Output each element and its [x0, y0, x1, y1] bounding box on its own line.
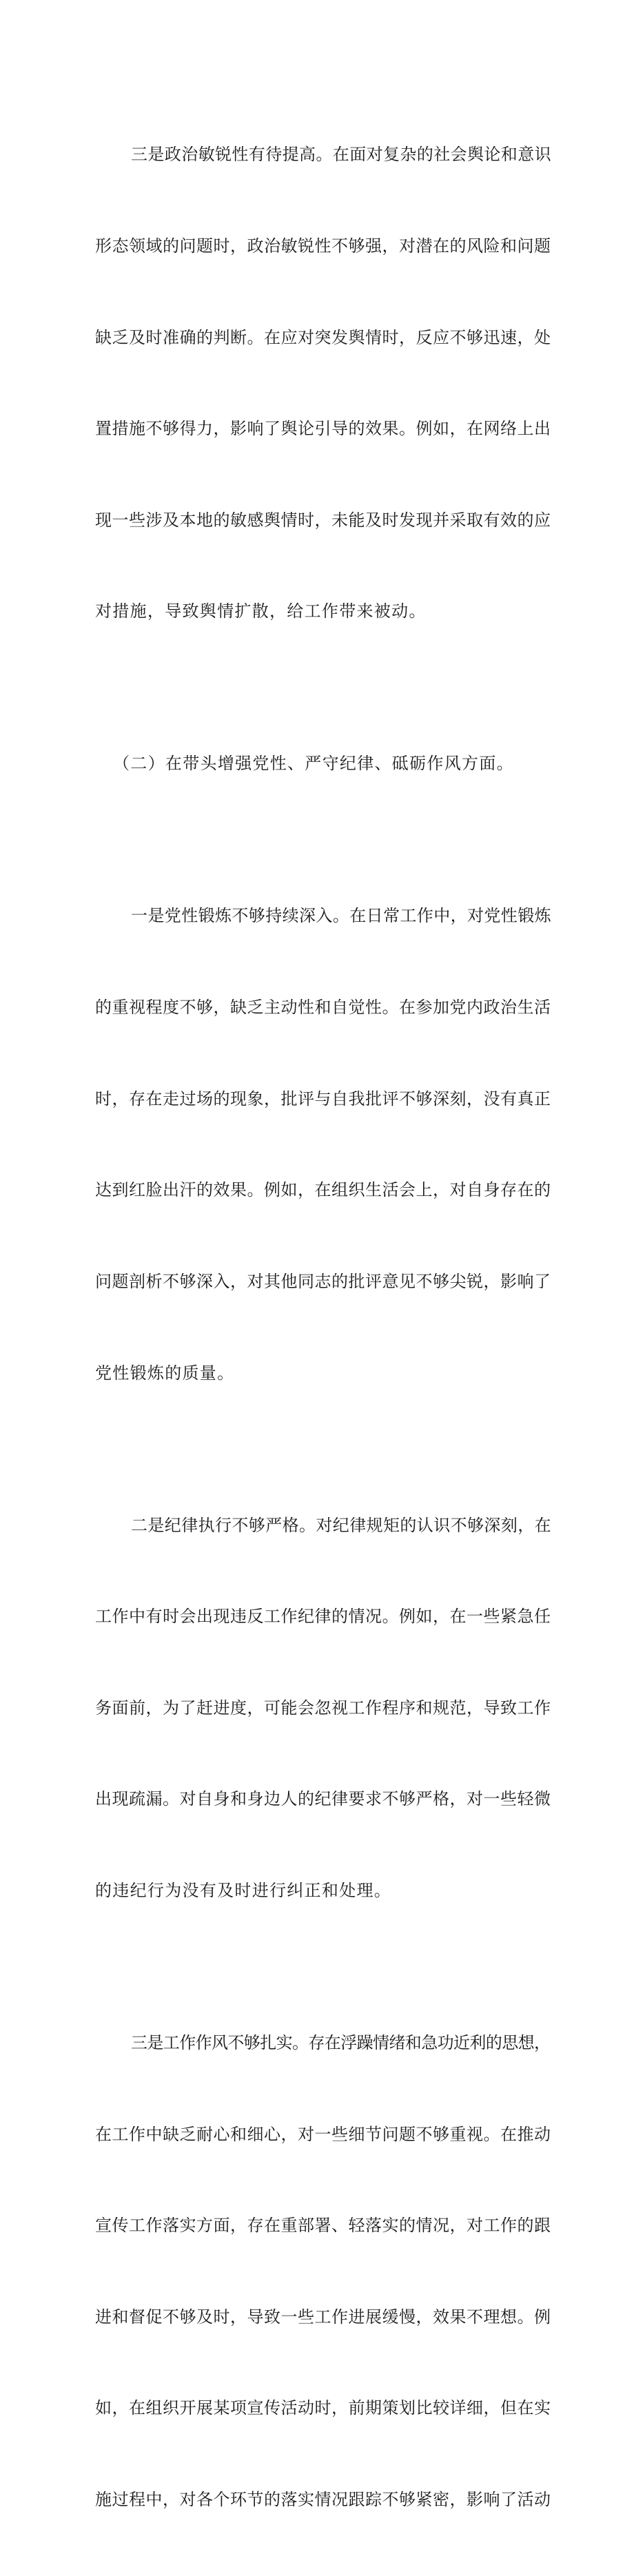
text-line: 的违纪行为没有及时进行纠正和处理。: [95, 1880, 392, 1900]
text-line: 一是党性锻炼不够持续深入。在日常工作中，对党性锻炼: [131, 906, 551, 926]
text-line: 现一些涉及本地的敏感舆情时，未能及时发现并采取有效的应: [95, 510, 551, 530]
text-line: 务面前，为了赶进度，可能会忽视工作程序和规范，导致工作: [95, 1698, 551, 1718]
text-line: 在工作中缺乏耐心和细心，对一些细节问题不够重视。在推动: [95, 2124, 551, 2144]
paragraph-political-sensitivity: [95, 79, 551, 688]
document-body: [95, 79, 551, 2576]
text-line: 缺乏及时准确的判断。在应对突发舆情时，反应不够迅速，处: [95, 327, 551, 347]
text-line: 工作中有时会出现违反工作纪律的情况。例如，在一些紧急任: [95, 1607, 551, 1627]
text-line: 如，在组织开展某项宣传活动时，前期策划比较详细，但在实: [95, 2398, 551, 2418]
text-line: 达到红脸出汗的效果。例如，在组织生活会上，对自身存在的: [95, 1180, 551, 1200]
text-line: 三是工作作风不够扎实。存在浮躁情绪和急功近利的思想，: [131, 2033, 551, 2052]
paragraph-party-spirit: [95, 840, 551, 1449]
text-line: 党性锻炼的质量。: [95, 1363, 235, 1383]
text-line: 时，存在走过场的现象，批评与自我批评不够深刻，没有真正: [95, 1089, 551, 1109]
paragraph-discipline: [95, 1449, 551, 1966]
paragraph-work-style: [95, 1967, 551, 2576]
text-line: 施过程中，对各个环节的落实情况跟踪不够紧密，影响了活动: [95, 2490, 551, 2510]
text-line: 二是纪律执行不够严格。对纪律规矩的认识不够深刻，在: [131, 1515, 551, 1535]
text-line: 问题剖析不够深入，对其他同志的批评意见不够尖锐，影响了: [95, 1271, 551, 1291]
text-line: 进和督促不够及时，导致一些工作进展缓慢，效果不理想。例: [95, 2307, 551, 2327]
text-line: 形态领域的问题时，政治敏锐性不够强，对潜在的风险和问题: [95, 236, 551, 256]
text-line: （二）在带头增强党性、严守纪律、砥砺作风方面。: [113, 754, 514, 774]
text-line: 置措施不够得力，影响了舆论引导的效果。例如，在网络上出: [95, 419, 551, 439]
text-line: 三是政治敏锐性有待提高。在面对复杂的社会舆论和意识: [131, 145, 551, 165]
text-line: 宣传工作落实方面，存在重部署、轻落实的情况，对工作的跟: [95, 2216, 551, 2236]
text-line: 出现疏漏。对自身和身边人的纪律要求不够严格，对一些轻微: [95, 1789, 551, 1809]
text-line: 的重视程度不够，缺乏主动性和自觉性。在参加党内政治生活: [95, 998, 551, 1018]
section-heading: [95, 688, 551, 840]
text-line: 对措施，导致舆情扩散，给工作带来被动。: [95, 601, 427, 621]
